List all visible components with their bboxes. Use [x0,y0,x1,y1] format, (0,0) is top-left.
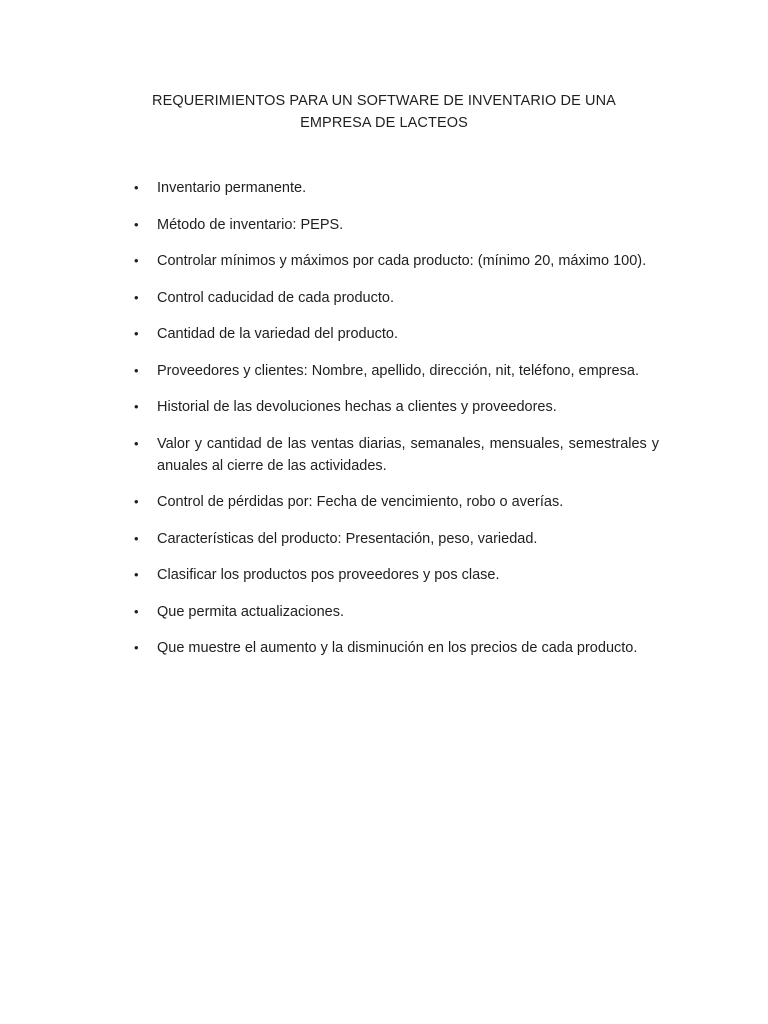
list-item [128,177,659,199]
list-item-text: Control de pérdidas por: Fecha de vencimiento, robo o averías. [157,494,564,510]
list-item [128,396,659,418]
bullet-icon: • [134,603,139,619]
list-item [128,528,659,550]
list-item-text: Método de inventario: PEPS. [157,216,344,233]
bullet-icon: • [134,326,139,341]
list-item [128,360,659,382]
list-item-text: Control caducidad de cada producto. [157,289,394,306]
title-line-2: EMPRESA DE LACTEOS [300,115,468,131]
list-item-text: Valor y cantidad de las ventas diarias, semanales, mensuales, semestrales y anuales al cierre de las actividades. [157,435,659,474]
bullet-icon: • [134,362,139,378]
list-item-text: Que permita actualizaciones. [157,603,344,620]
list-item [128,433,659,477]
list-item-text: Proveedores y clientes: Nombre, apellido, dirección, nit, teléfono, empresa. [157,362,639,379]
list-item [128,214,659,236]
list-item [128,637,659,659]
requirements-list [128,177,659,674]
bullet-icon: • [134,494,139,509]
title-line-1: REQUERIMIENTOS PARA UN SOFTWARE DE INVENTARIO DE UNA [152,93,616,109]
list-item-text: Controlar mínimos y máximos por cada producto: (mínimo 20, máximo 100). [157,253,647,269]
list-item-text: Que muestre el aumento y la disminución en los precios de cada producto. [157,640,638,656]
bullet-icon: • [134,216,139,232]
list-item-text: Cantidad de la variedad del producto. [157,326,399,342]
bullet-icon: • [134,640,139,655]
list-item-text: Clasificar los productos pos proveedores y pos clase. [157,567,500,583]
bullet-icon: • [134,289,139,305]
list-item [128,601,659,623]
list-item [128,323,659,345]
bullet-icon: • [134,180,139,195]
list-item [128,287,659,309]
list-item-text: Inventario permanente. [157,180,307,196]
bullet-icon: • [134,399,139,414]
bullet-icon: • [134,567,139,582]
bullet-icon: • [134,435,139,451]
document-title [110,90,658,134]
list-item [128,564,659,586]
bullet-icon: • [134,530,139,546]
list-item [128,250,659,272]
list-item-text: Características del producto: Presentación, peso, variedad. [157,530,538,547]
list-item-text: Historial de las devoluciones hechas a clientes y proveedores. [157,399,557,415]
bullet-icon: • [134,253,139,268]
list-item [128,491,659,513]
